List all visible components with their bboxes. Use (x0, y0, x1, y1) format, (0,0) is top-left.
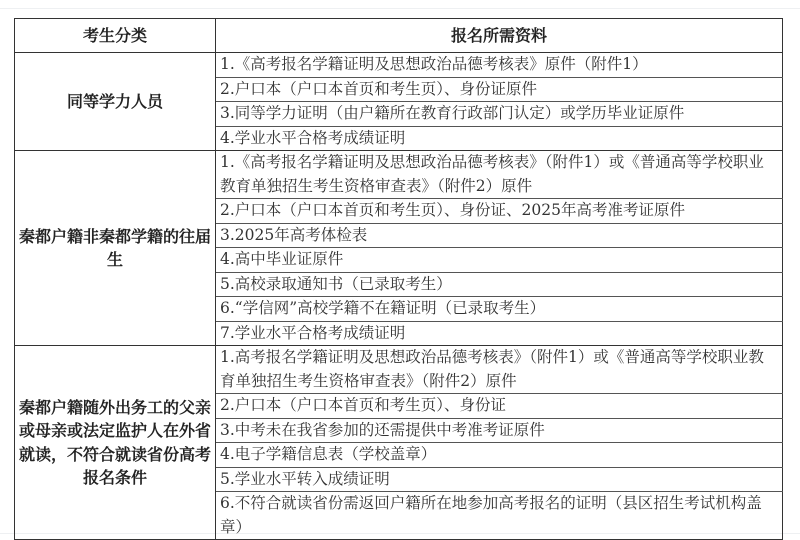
material-item: 5.学业水平转入成绩证明 (216, 467, 783, 492)
table-row (15, 346, 783, 394)
material-item: 7.学业水平合格考成绩证明 (216, 321, 783, 346)
table-header-row (15, 19, 783, 53)
header-materials: 报名所需资料 (216, 19, 783, 53)
material-item: 1.高考报名学籍证明及思想政治品德考核表》（附件1）或《普通高等学校职业教育单独招生考生资格审查表》（附件2）原件 (216, 346, 783, 394)
material-item: 3.2025年高考体检表 (216, 223, 783, 248)
material-item: 1.《高考报名学籍证明及思想政治品德考核表》原件（附件1） (216, 53, 783, 78)
material-item: 6.“学信网”高校学籍不在籍证明（已录取考生） (216, 297, 783, 322)
material-item: 1.《高考报名学籍证明及思想政治品德考核表》（附件1）或《普通高等学校职业教育单独招生考生资格审查表》（附件2）原件 (216, 151, 783, 199)
category-cell: 秦都户籍非秦都学籍的往届生 (15, 151, 216, 346)
header-category: 考生分类 (15, 19, 216, 53)
registration-materials-table (14, 18, 783, 540)
material-item: 6.不符合就读省份需返回户籍所在地参加高考报名的证明（县区招生考试机构盖章） (216, 492, 783, 540)
material-item: 4.电子学籍信息表（学校盖章） (216, 443, 783, 468)
material-item: 3.同等学力证明（由户籍所在教育行政部门认定）或学历毕业证原件 (216, 102, 783, 127)
material-item: 5.高校录取通知书（已录取考生） (216, 272, 783, 297)
material-item: 4.学业水平合格考成绩证明 (216, 126, 783, 151)
sheet-gridline (0, 8, 800, 9)
material-item: 2.户口本（户口本首页和考生页）、身份证、2025年高考准考证原件 (216, 199, 783, 224)
material-item: 3.中考未在我省参加的还需提供中考准考证原件 (216, 418, 783, 443)
material-item: 2.户口本（户口本首页和考生页）、身份证 (216, 394, 783, 419)
material-item: 4.高中毕业证原件 (216, 248, 783, 273)
table-row (15, 151, 783, 199)
category-cell: 秦都户籍随外出务工的父亲或母亲或法定监护人在外省就读，不符合就读省份高考报名条件 (15, 346, 216, 540)
material-item: 2.户口本（户口本首页和考生页）、身份证原件 (216, 77, 783, 102)
category-cell: 同等学力人员 (15, 53, 216, 151)
table-row (15, 53, 783, 78)
